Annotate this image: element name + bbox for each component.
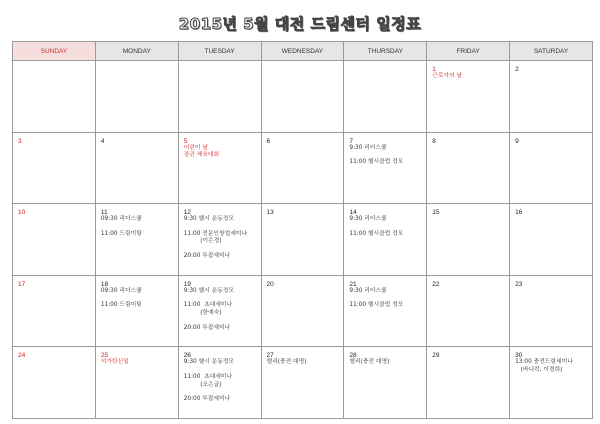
day-number: 21 xyxy=(349,280,357,288)
day-cell xyxy=(13,347,96,419)
event-item: 11:00 드림미팅 xyxy=(100,230,142,237)
event-item: 랠리(충전 대명) xyxy=(349,359,390,366)
weekday-header-tuesday: TUESDAY xyxy=(178,42,261,61)
event-item: 09:30 리더스쿨 xyxy=(100,216,142,223)
event-item: 11:00 초대세미나 xyxy=(183,373,233,380)
day-number: 2 xyxy=(515,66,519,73)
day-number: 1 xyxy=(432,66,436,73)
day-number: 24 xyxy=(18,352,26,360)
day-number xyxy=(262,61,344,66)
day-cell xyxy=(510,275,593,347)
event-item: 11:00 드림미팅 xyxy=(100,302,142,309)
day-cell xyxy=(13,204,96,276)
day-cell xyxy=(427,275,510,347)
event-item: 20:00 투잡세미나 xyxy=(183,324,231,331)
day-number: 28 xyxy=(349,352,357,360)
day-number: 6 xyxy=(266,137,271,145)
event-spacer xyxy=(179,246,261,253)
day-number: 12 xyxy=(183,209,191,217)
weekday-header-friday: FRIDAY xyxy=(427,42,510,61)
day-number: 18 xyxy=(100,280,109,288)
event-item: (이은경) xyxy=(183,238,222,245)
day-cell xyxy=(178,132,261,204)
day-number: 13 xyxy=(266,209,274,217)
event-spacer xyxy=(344,224,426,231)
day-number xyxy=(96,61,178,66)
event-item: 9:30 리더스쿨 xyxy=(349,216,387,223)
event-item: 9:30 헬시 운동정모 xyxy=(183,287,234,294)
event-item: 11:00 전문인창업세미나 xyxy=(183,230,248,237)
event-item: 11:00 초대세미나 xyxy=(183,302,233,309)
day-number: 4 xyxy=(100,137,105,145)
day-cell xyxy=(261,275,344,347)
day-cell xyxy=(427,132,510,204)
event-item: 20:00 투잡세미나 xyxy=(183,252,231,259)
event-item: 랠리(충전 대명) xyxy=(266,359,307,366)
event-item: 석가탄신일 xyxy=(100,359,129,366)
day-number: 3 xyxy=(18,137,22,145)
weekday-header-sunday: SUNDAY xyxy=(13,42,96,61)
day-number: 15 xyxy=(432,209,440,217)
day-cell xyxy=(13,132,96,204)
page-title: 2015년 5월 대전 드림센터 일정표 xyxy=(178,15,422,33)
event-item: 9:30 헬시 운동정모 xyxy=(183,359,234,366)
weekday-header-wednesday: WEDNESDAY xyxy=(261,42,344,61)
day-number xyxy=(344,61,426,66)
day-number: 22 xyxy=(432,280,440,288)
day-number: 23 xyxy=(515,280,523,288)
day-cell xyxy=(178,347,261,419)
day-number: 29 xyxy=(432,352,440,360)
day-cell xyxy=(427,204,510,276)
day-cell xyxy=(178,61,261,133)
day-number: 30 xyxy=(515,352,523,360)
event-item: 9:30 헬시 운동정모 xyxy=(183,216,234,223)
day-number: 26 xyxy=(183,352,191,360)
day-cell xyxy=(13,275,96,347)
day-cell xyxy=(261,347,344,419)
day-cell xyxy=(344,347,427,419)
day-number: 16 xyxy=(515,209,523,217)
week-row xyxy=(13,204,593,276)
day-cell xyxy=(510,347,593,419)
day-cell xyxy=(510,204,593,276)
day-cell xyxy=(510,61,593,133)
day-cell xyxy=(178,275,261,347)
day-number: 5 xyxy=(183,137,188,145)
week-row xyxy=(13,61,593,133)
day-cell xyxy=(427,347,510,419)
day-number xyxy=(179,61,261,66)
day-cell xyxy=(178,204,261,276)
event-item: 장관 체육대회 xyxy=(183,152,220,159)
weekday-header-thursday: THURSDAY xyxy=(344,42,427,61)
week-row xyxy=(13,275,593,347)
day-cell xyxy=(510,132,593,204)
day-number: 17 xyxy=(18,280,26,288)
day-number: 8 xyxy=(432,137,436,145)
day-cell xyxy=(95,275,178,347)
weekday-header-row xyxy=(13,42,593,61)
event-item: 09:30 리더스쿨 xyxy=(100,287,142,294)
event-item: 11:00 헬시클럽 정모 xyxy=(349,159,404,166)
event-item: 11:00 헬시클럽 정모 xyxy=(349,230,404,237)
event-item: 20:00 투잡세미나 xyxy=(183,396,231,403)
event-spacer xyxy=(96,224,178,231)
event-item: (한예숙) xyxy=(183,309,222,316)
week-row xyxy=(13,347,593,419)
event-spacer xyxy=(179,224,261,231)
week-row xyxy=(13,132,593,204)
event-item: (조은글) xyxy=(183,381,222,388)
day-number: 7 xyxy=(349,137,353,145)
event-item: 9:30 리더스쿨 xyxy=(349,287,387,294)
day-number xyxy=(13,61,95,66)
event-item: 근로자의 날 xyxy=(432,73,463,79)
day-number: 10 xyxy=(18,209,26,217)
day-cell xyxy=(344,275,427,347)
day-cell xyxy=(344,61,427,133)
day-number: 19 xyxy=(183,280,191,288)
day-cell xyxy=(427,61,510,133)
weekday-header-saturday: SATURDAY xyxy=(510,42,593,61)
event-item: 어린이 날 xyxy=(183,144,208,151)
calendar-table xyxy=(12,41,593,419)
event-item: (바니락, 이경희) xyxy=(515,366,563,373)
day-cell xyxy=(95,204,178,276)
day-number: 14 xyxy=(349,209,357,217)
day-number: 9 xyxy=(515,137,519,145)
event-spacer xyxy=(179,318,261,325)
event-spacer xyxy=(179,367,261,374)
day-cell xyxy=(261,61,344,133)
weekday-header-monday: MONDAY xyxy=(95,42,178,61)
event-item: 11:00 헬시클럽 정모 xyxy=(349,302,404,309)
day-number: 27 xyxy=(266,352,274,360)
day-cell xyxy=(344,204,427,276)
day-cell xyxy=(13,61,96,133)
day-number: 11 xyxy=(100,209,108,217)
day-number: 20 xyxy=(266,280,274,288)
day-cell xyxy=(261,204,344,276)
day-cell xyxy=(95,132,178,204)
day-cell xyxy=(95,61,178,133)
day-cell xyxy=(95,347,178,419)
event-item: 9:30 리더스쿨 xyxy=(349,144,387,151)
event-item: 13:00 충전드림세미나 xyxy=(515,359,573,366)
day-cell xyxy=(261,132,344,204)
day-cell xyxy=(344,132,427,204)
day-number: 25 xyxy=(100,352,109,360)
